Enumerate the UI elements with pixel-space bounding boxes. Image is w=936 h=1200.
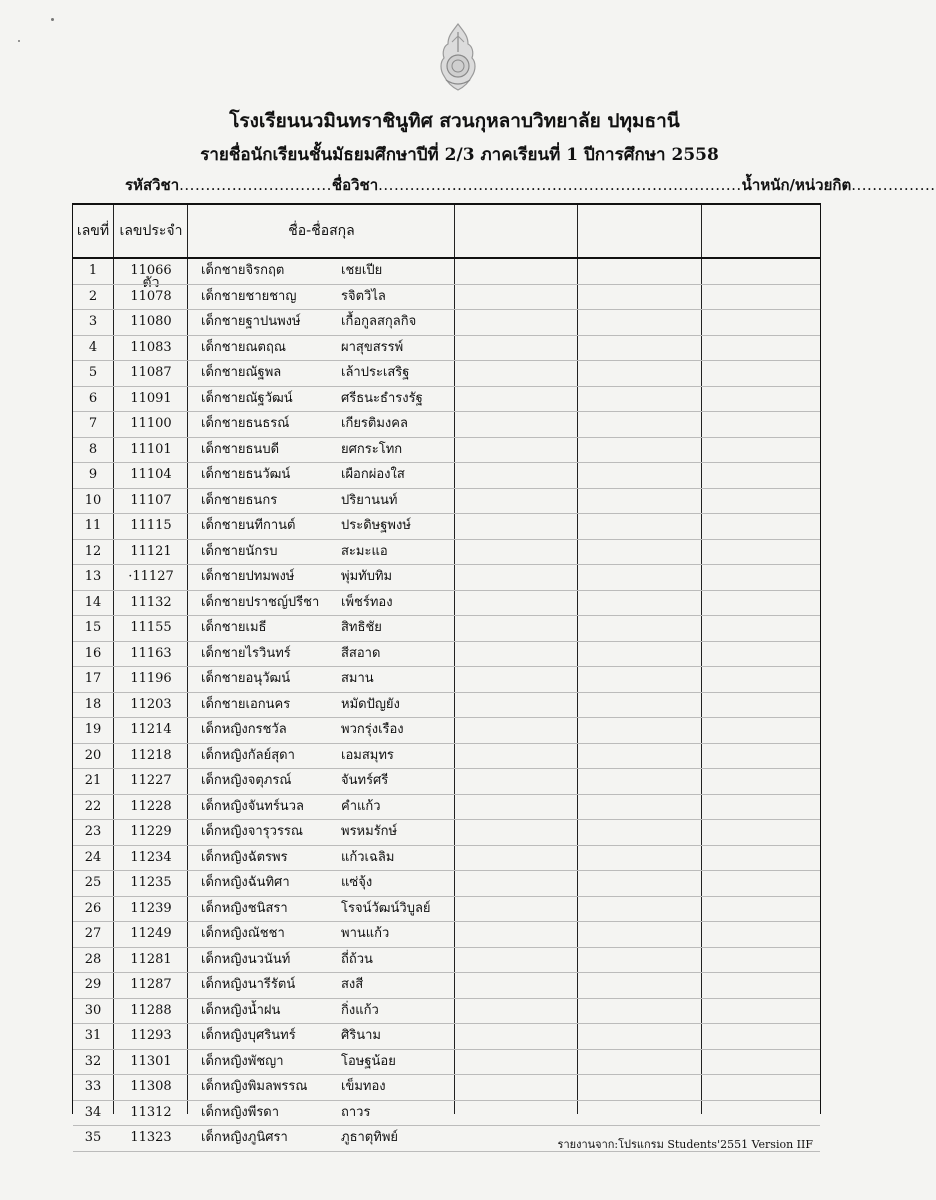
row-number: 19: [84, 722, 102, 737]
last-name: กิ่งแก้ว: [341, 1002, 379, 1018]
row-number: 8: [88, 441, 98, 457]
first-name: เด็กหญิงฉันทิศา: [201, 875, 290, 890]
student-id: 11323: [130, 1130, 172, 1145]
table-row: [73, 642, 820, 668]
row-number: 23: [84, 824, 102, 839]
row-number: 26: [84, 900, 102, 916]
row-number: 35: [84, 1130, 102, 1145]
student-id: 11080: [130, 314, 172, 329]
student-id: 11087: [130, 365, 172, 380]
first-name: เด็กหญิงนวนันท์: [201, 951, 291, 967]
table-row: [73, 871, 820, 897]
school-emblem-icon: [434, 22, 482, 94]
table-row: [73, 948, 820, 974]
row-number: 18: [84, 696, 102, 712]
row-number: 2: [88, 288, 98, 304]
first-name: เด็กชายธนธรณ์: [201, 416, 290, 431]
last-name: สีสอาด: [341, 645, 381, 661]
table-row: [73, 361, 820, 387]
first-name: เด็กชายฐาปนพงษ์: [201, 314, 301, 329]
first-name: เด็กชายธนบดี: [201, 441, 280, 457]
first-name: เด็กชายณัฐพล: [201, 365, 282, 380]
last-name: เกื้อกูลสกุลกิจ: [341, 314, 417, 329]
last-name: ภูธาตุทิพย์: [341, 1130, 399, 1145]
subject-name-label: ชื่อวิชา: [331, 176, 379, 194]
student-id: 11132: [130, 594, 172, 610]
first-name: เด็กหญิงน้ำฝน: [201, 1002, 281, 1018]
table-row: [73, 897, 820, 923]
header-student-id: เลขประจำตัว: [119, 223, 183, 291]
student-id: 11287: [130, 977, 172, 992]
row-number: 27: [84, 926, 102, 941]
first-name: เด็กชายนักรบ: [201, 543, 278, 559]
first-name: เด็กชายชายชาญ: [201, 288, 297, 304]
first-name: เด็กหญิงกัลย์สุดา: [201, 747, 295, 763]
header-number: เลขที่: [76, 223, 110, 239]
last-name: เกียรติมงคล: [341, 416, 408, 431]
table-row: [73, 973, 820, 999]
last-name: สงสี: [341, 977, 364, 992]
table-row: [73, 336, 820, 362]
last-name: หมัดปัญยัง: [341, 696, 400, 712]
first-name: เด็กหญิงจันทร์นวล: [201, 798, 304, 814]
last-name: ปริยานนท์: [341, 492, 398, 508]
first-name: เด็กหญิงฉัตรพร: [201, 849, 288, 865]
first-name: เด็กชายปราชญ์ปรีชา: [201, 594, 320, 610]
student-id: 11293: [130, 1028, 172, 1043]
table-body: [73, 259, 820, 1152]
row-number: 25: [84, 875, 102, 890]
last-name: โรจน์วัฒน์วิบูลย์: [341, 900, 431, 916]
row-number: 12: [84, 543, 102, 559]
student-id: 11066: [130, 263, 172, 278]
row-number: 22: [84, 798, 102, 814]
table-row: [73, 693, 820, 719]
table-row: [73, 820, 820, 846]
student-id: 11228: [130, 798, 172, 814]
table-row: [73, 744, 820, 770]
table-row: [73, 540, 820, 566]
first-name: เด็กหญิงนารีรัตน์: [201, 977, 296, 992]
student-id: 11100: [130, 416, 172, 431]
first-name: เด็กหญิงพิมลพรรณ: [201, 1079, 308, 1094]
scan-speck: [51, 18, 54, 21]
last-name: โอษฐน้อย: [341, 1053, 396, 1069]
table-row: [73, 310, 820, 336]
first-name: เด็กหญิงณัชชา: [201, 926, 285, 941]
last-name: รจิตวิไล: [341, 288, 386, 304]
student-id: 11239: [130, 900, 172, 916]
first-name: เด็กหญิงภูนิศรา: [201, 1130, 288, 1145]
student-id: 11083: [130, 339, 172, 355]
table-row: [73, 922, 820, 948]
row-number: 21: [84, 773, 102, 788]
student-id: 11234: [130, 849, 172, 865]
last-name: ประดิษฐพงษ์: [341, 518, 411, 533]
last-name: ถาวร: [341, 1104, 371, 1120]
header-full-name: ชื่อ-ชื่อสกุล: [288, 223, 355, 239]
subject-code-blank: .............................: [179, 176, 332, 194]
table-row: [73, 1024, 820, 1050]
table-row: [73, 285, 820, 311]
row-number: 34: [84, 1104, 102, 1120]
last-name: แก้วเฉลิม: [341, 849, 395, 865]
table-row: [73, 718, 820, 744]
table-row: [73, 769, 820, 795]
student-id: 11196: [130, 671, 172, 686]
row-number: 33: [84, 1079, 102, 1094]
row-number: 17: [84, 671, 102, 686]
table-row: [73, 1075, 820, 1101]
student-id: 11281: [130, 951, 172, 967]
row-number: 15: [84, 620, 102, 635]
last-name: เข็มทอง: [341, 1079, 386, 1094]
student-id: 11091: [130, 390, 172, 406]
school-name: โรงเรียนนวมินทราชินูทิศ สวนกุหลาบวิทยาลัย ปทุมธานี: [229, 110, 680, 132]
row-number: 20: [84, 747, 102, 763]
last-name: เชยเปีย: [341, 263, 383, 278]
table-row: [73, 259, 820, 285]
student-id: 11163: [130, 645, 172, 661]
last-name: จันทร์ศรี: [341, 773, 389, 788]
last-name: พุ่มทับทิม: [341, 569, 393, 584]
student-id: 11115: [130, 518, 172, 533]
first-name: เด็กชายณัฐวัฒน์: [201, 390, 293, 406]
table-row: [73, 387, 820, 413]
last-name: พานแก้ว: [341, 926, 390, 941]
student-id: 11288: [130, 1002, 172, 1018]
student-id: 11301: [130, 1053, 172, 1069]
row-number: 9: [88, 467, 98, 482]
row-number: 31: [84, 1028, 102, 1043]
student-id: 11121: [130, 543, 172, 559]
table-row: [73, 1101, 820, 1127]
row-number: 13: [84, 569, 102, 584]
table-row: [73, 999, 820, 1025]
row-number: 7: [88, 416, 98, 431]
subject-code-label: รหัสวิชา: [125, 176, 180, 194]
row-number: 28: [84, 951, 102, 967]
student-id: 11227: [130, 773, 172, 788]
credit-blank: ................: [851, 176, 936, 194]
first-name: เด็กชายเมธี: [201, 620, 267, 635]
table-row: [73, 591, 820, 617]
student-id: 11218: [130, 747, 172, 763]
table-row: [73, 565, 820, 591]
first-name: เด็กชายธนวัฒน์: [201, 467, 291, 482]
last-name: แซ่จุ้ง: [341, 875, 373, 890]
table-row: [73, 616, 820, 642]
last-name: เล้าประเสริฐ: [341, 365, 410, 380]
last-name: คำแก้ว: [341, 798, 381, 814]
table-row: [73, 1050, 820, 1076]
subject-fields: [125, 173, 936, 197]
table-row: [73, 795, 820, 821]
student-id: 11155: [130, 620, 172, 635]
student-id: ·11127: [128, 569, 174, 584]
first-name: เด็กหญิงจตุภรณ์: [201, 773, 292, 788]
table-row: [73, 463, 820, 489]
last-name: พรหมรักษ์: [341, 824, 398, 839]
last-name: สิทธิชัย: [341, 620, 382, 635]
last-name: เอมสมุทร: [341, 747, 394, 763]
list-title: รายชื่อนักเรียนชั้นมัธยมศึกษาปีที่ 2/3 ภาคเรียนที่ 1 ปีการศึกษา 2558: [200, 145, 719, 165]
row-number: 10: [84, 492, 102, 508]
student-id: 11107: [130, 492, 172, 508]
first-name: เด็กชายปทมพงษ์: [201, 569, 295, 584]
last-name: ผาสุขสรรพ์: [341, 339, 404, 355]
table-row: [73, 514, 820, 540]
first-name: เด็กชายณตฤณ: [201, 339, 286, 355]
first-name: เด็กหญิงจารุวรรณ: [201, 824, 303, 839]
row-number: 29: [84, 977, 102, 992]
row-number: 30: [84, 1002, 102, 1018]
first-name: เด็กชายจิรกฤต: [201, 263, 285, 278]
student-id: 11249: [130, 926, 172, 941]
first-name: เด็กชายเอกนคร: [201, 696, 291, 712]
first-name: เด็กหญิงกรชวัล: [201, 722, 287, 737]
table-row: [73, 412, 820, 438]
row-number: 11: [84, 518, 102, 533]
row-number: 4: [88, 339, 98, 355]
row-number: 1: [88, 263, 98, 278]
student-id: 11229: [130, 824, 172, 839]
row-number: 32: [84, 1053, 102, 1069]
student-id: 11235: [130, 875, 172, 890]
first-name: เด็กหญิงพัชญา: [201, 1053, 284, 1069]
first-name: เด็กหญิงพีรดา: [201, 1104, 280, 1120]
scan-speck: [18, 40, 20, 42]
table-row: [73, 846, 820, 872]
report-source: รายงานจาก:โปรแกรม Students'2551 Version IIF: [557, 1138, 813, 1151]
table-row: [73, 489, 820, 515]
credit-label: น้ำหนัก/หน่วยกิต: [741, 176, 852, 194]
first-name: เด็กชายไรวินทร์: [201, 645, 291, 661]
student-id: 11308: [130, 1079, 172, 1094]
student-id: 11214: [130, 722, 172, 737]
subject-name-blank: .....................................................................: [378, 176, 742, 194]
last-name: ศรีธนะธำรงรัฐ: [341, 390, 423, 406]
first-name: เด็กหญิงบุศรินทร์: [201, 1028, 296, 1043]
table-row: [73, 667, 820, 693]
student-id: 11078: [130, 288, 172, 304]
first-name: เด็กหญิงชนิสรา: [201, 900, 288, 916]
first-name: เด็กชายธนกร: [201, 492, 278, 508]
last-name: พวกรุ่งเรือง: [341, 722, 404, 737]
last-name: สมาน: [341, 671, 374, 686]
last-name: ยศกระโทก: [341, 441, 403, 457]
row-number: 6: [88, 390, 98, 406]
row-number: 5: [88, 365, 98, 380]
last-name: เผือกผ่องใส: [341, 467, 405, 482]
last-name: สะมะแอ: [341, 543, 388, 559]
last-name: ถี่ถ้วน: [341, 951, 373, 967]
row-number: 3: [88, 314, 98, 329]
student-id: 11104: [130, 467, 172, 482]
student-id: 11312: [130, 1104, 172, 1120]
student-id: 11203: [130, 696, 172, 712]
row-number: 24: [84, 849, 102, 865]
table-row: [73, 438, 820, 464]
first-name: เด็กชายอนุวัฒน์: [201, 671, 291, 686]
first-name: เด็กชายนทีกานต์: [201, 518, 296, 533]
row-number: 14: [84, 594, 102, 610]
last-name: ศิรินาม: [341, 1028, 381, 1043]
row-number: 16: [84, 645, 102, 661]
last-name: เพ็ชร์ทอง: [341, 594, 393, 610]
student-id: 11101: [130, 441, 172, 457]
